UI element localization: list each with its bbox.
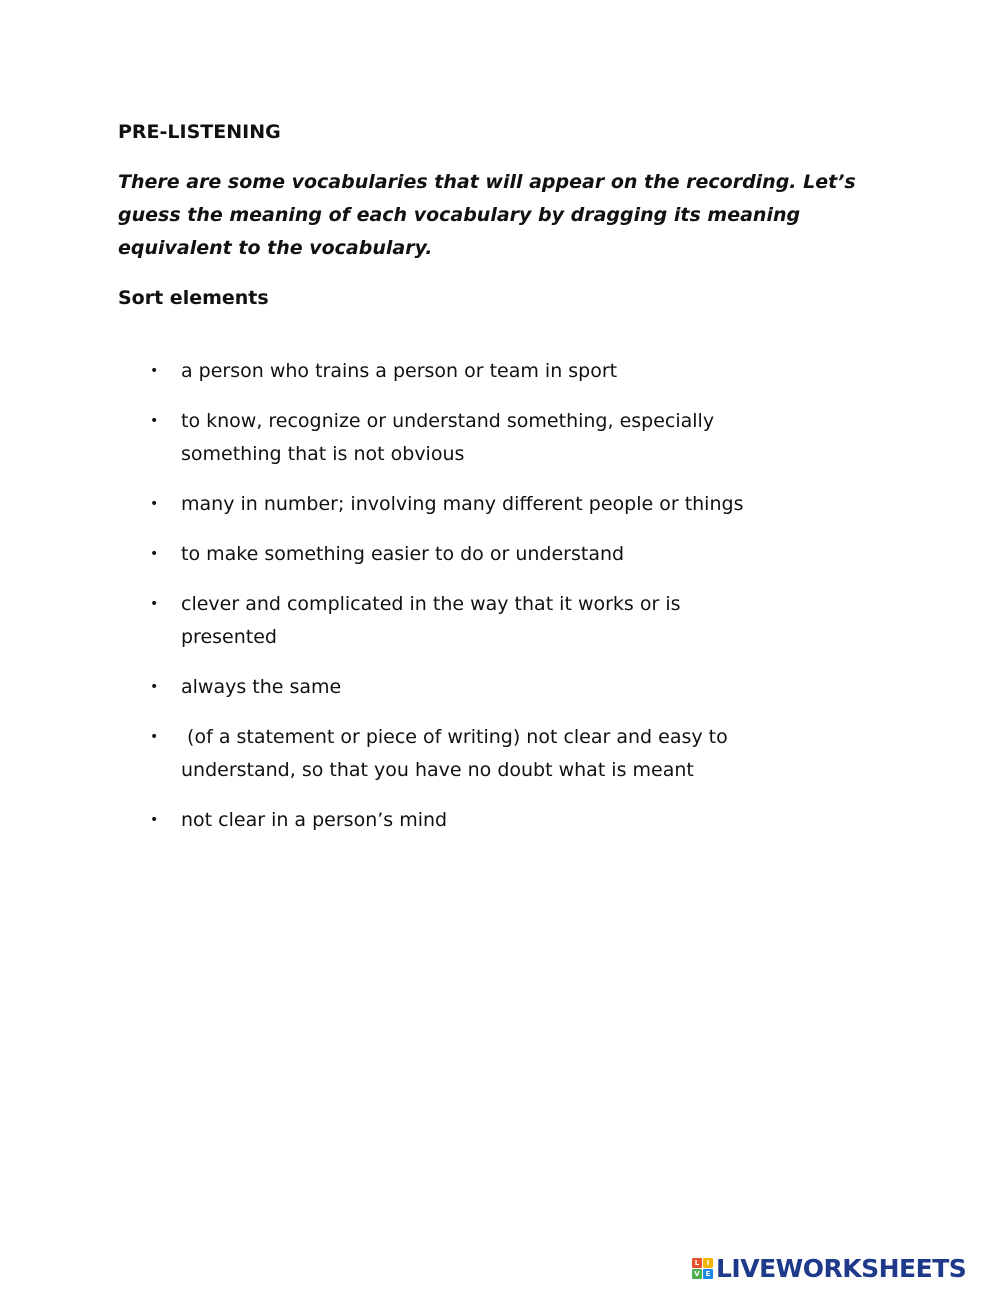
definition-text: always the same — [181, 676, 342, 698]
section-heading: PRE-LISTENING — [118, 121, 281, 143]
bullet-icon: • — [150, 546, 159, 562]
definition-item[interactable] — [150, 804, 781, 837]
logo-mark-letter: V — [692, 1269, 702, 1279]
bullet-icon: • — [150, 596, 159, 612]
definition-list — [118, 355, 781, 837]
logo-mark-letter: L — [692, 1258, 702, 1268]
instruction-text: There are some vocabularies that will appear on the recording. Let’s guess the meaning of each vocabulary by dragging its meaning equivalent to the vocabulary. — [118, 171, 856, 259]
definition-item[interactable] — [150, 488, 781, 521]
definition-item[interactable] — [150, 671, 781, 704]
bullet-icon: • — [150, 729, 159, 745]
definition-text: to know, recognize or understand something, especially something that is not obvious — [181, 410, 715, 465]
logo-mark-letter: I — [703, 1258, 713, 1268]
logo-text: LIVEWORKSHEETS — [716, 1253, 967, 1283]
liveworksheets-logo — [692, 1253, 966, 1283]
logo-mark-icon — [692, 1258, 713, 1279]
definition-item[interactable] — [150, 588, 781, 654]
definition-text: to make something easier to do or understand — [181, 543, 625, 565]
bullet-icon: • — [150, 413, 159, 429]
definition-item[interactable] — [150, 355, 781, 388]
sort-elements-heading: Sort elements — [118, 287, 269, 309]
definition-item[interactable] — [150, 721, 781, 787]
definition-text: many in number; involving many different people or things — [181, 493, 744, 515]
bullet-icon: • — [150, 679, 159, 695]
logo-mark-letter: E — [703, 1269, 713, 1279]
bullet-icon: • — [150, 363, 159, 379]
definition-text: (of a statement or piece of writing) not clear and easy to understand, so that you have no doubt what is meant — [181, 726, 734, 781]
bullet-icon: • — [150, 496, 159, 512]
definition-text: a person who trains a person or team in sport — [181, 360, 618, 382]
definition-text: clever and complicated in the way that it works or is presented — [181, 593, 681, 648]
bullet-icon: • — [150, 812, 159, 828]
definition-item[interactable] — [150, 405, 781, 471]
worksheet-page — [118, 116, 878, 854]
definition-item[interactable] — [150, 538, 781, 571]
definition-text: not clear in a person’s mind — [181, 809, 448, 831]
